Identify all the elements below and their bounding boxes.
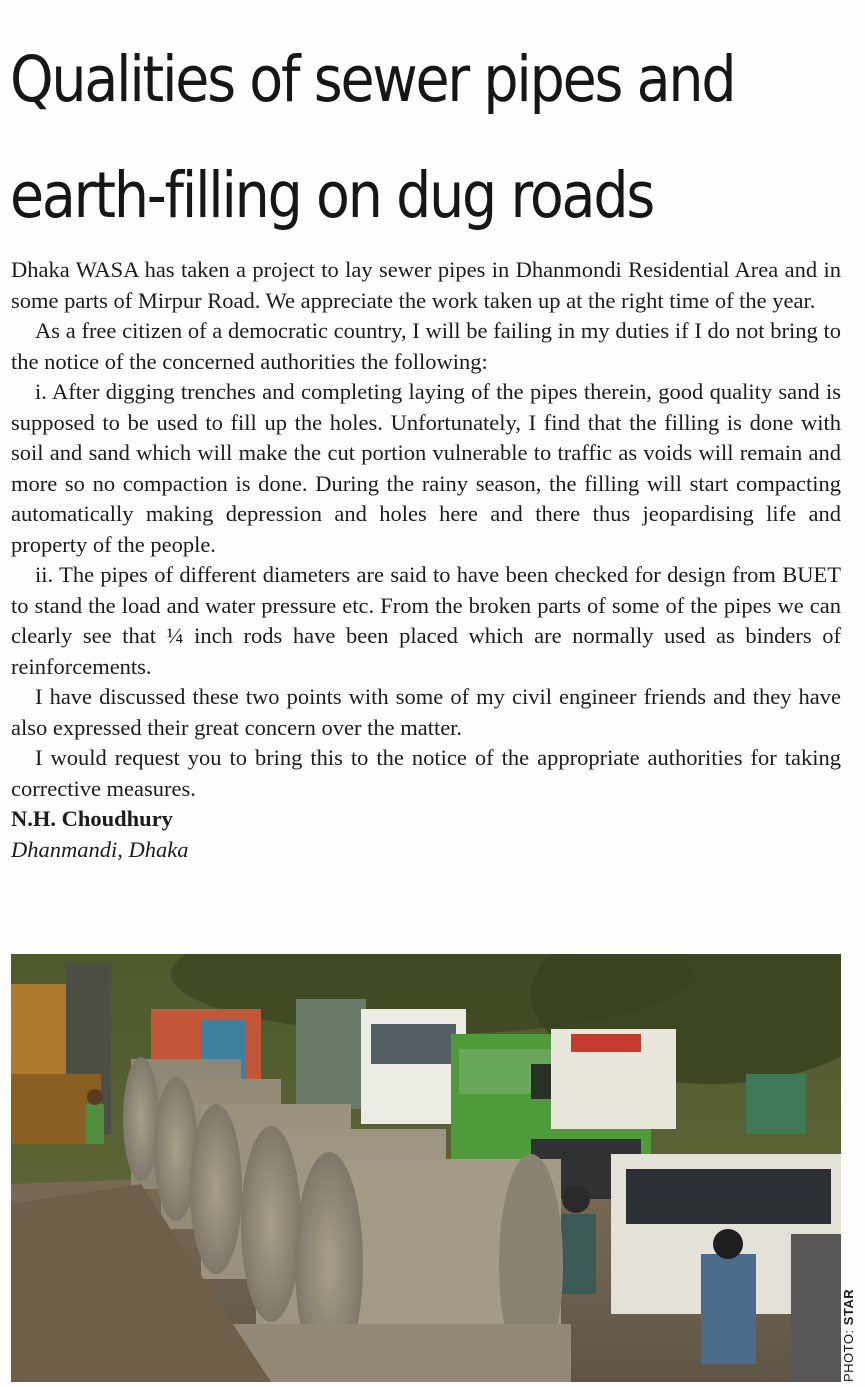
headline-line-2: earth-filling on dug roads (10, 159, 654, 232)
letter-paragraph-2: As a free citizen of a democratic country, I will be failing in my duties if I do not bring to the notice of the concerned authorities the following: (11, 318, 841, 374)
photo-credit (838, 1262, 860, 1382)
photo-illustration (11, 954, 841, 1382)
letter-body (11, 255, 841, 865)
motorcyclist-right (701, 1254, 756, 1364)
letter-paragraph-4: ii. The pipes of different diameters are said to have been checked for design from BUET to stand the load and water pressure etc. From the broken parts of some of the pipes we can clearly see that ¼ inch rods have been placed which are normally used as binders of reinforcements. (11, 562, 841, 679)
photo-credit-source: STAR (841, 1288, 856, 1326)
photo-credit-label: PHOTO: (841, 1329, 856, 1382)
letter-paragraph-3: i. After digging trenches and completing laying of the pipes therein, good quality sand is supposed to be used to fill up the holes. Unfortunately, I find that the filling is done with soil and sand which will make the cut portion vulnerable to traffic as voids will remain and more so no compaction is done. During the rainy season, the filling will start compacting automatically making depression and holes here and there thus jeopardising life and property of the people. (11, 379, 841, 557)
author-location: Dhanmandi, Dhaka (11, 836, 189, 862)
letter-paragraph-5: I have discussed these two points with some of my civil engineer friends and they have also expressed their great concern over the matter. (11, 684, 841, 740)
worker (86, 1104, 104, 1144)
headline (10, 22, 749, 254)
street-photo (11, 954, 841, 1382)
letter-paragraph-1: Dhaka WASA has taken a project to lay sewer pipes in Dhanmondi Residential Area and in some parts of Mirpur Road. We appreciate the work taken up at the right time of the year. (11, 257, 841, 313)
letter-paragraph-6: I would request you to bring this to the notice of the appropriate authorities for taking corrective measures. (11, 745, 841, 801)
author-name: N.H. Choudhury (11, 806, 173, 831)
headline-line-1: Qualities of sewer pipes and (10, 43, 735, 116)
